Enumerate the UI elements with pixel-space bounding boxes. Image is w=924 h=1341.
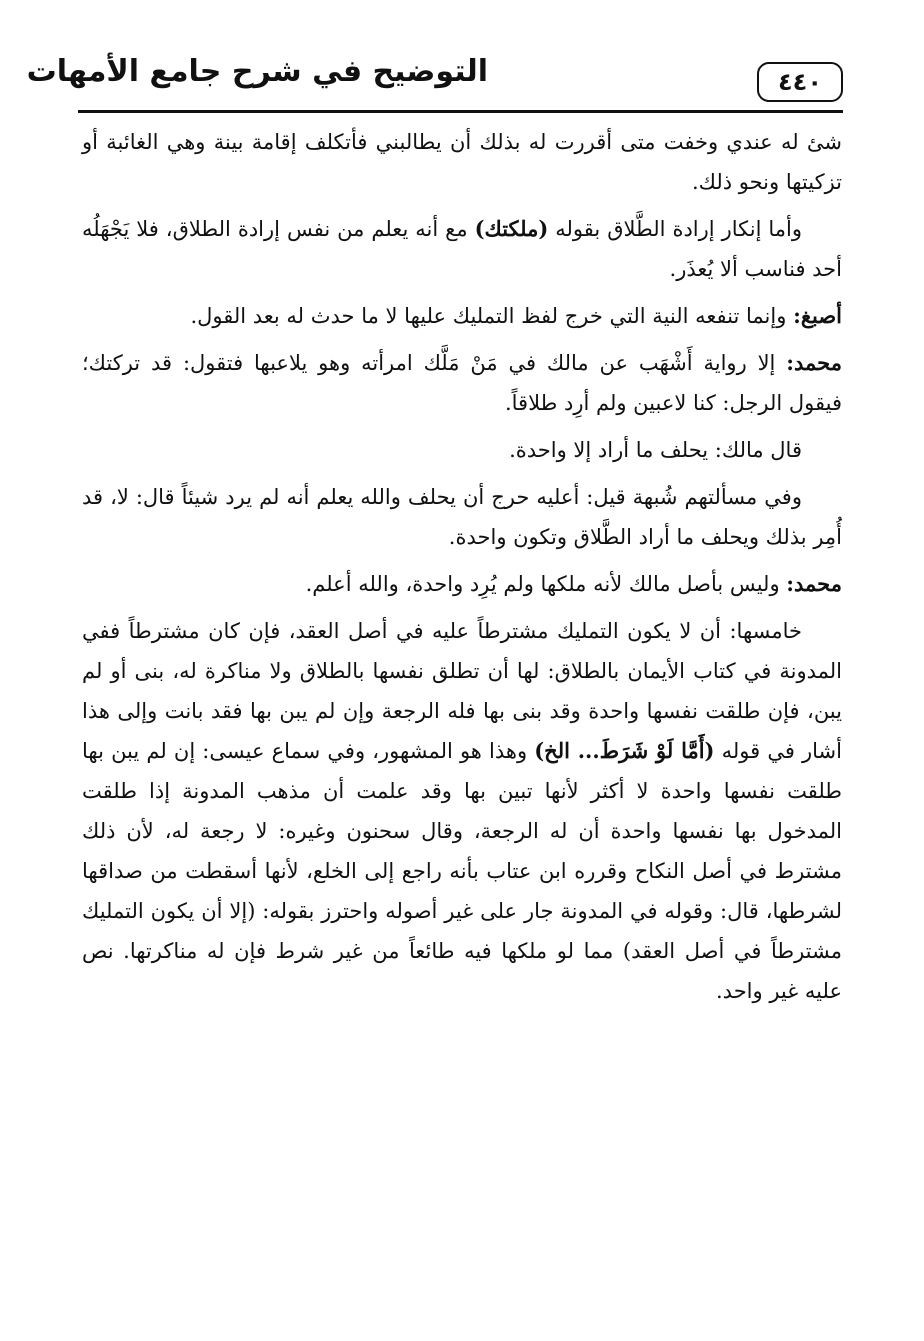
paragraph-1 [82,122,842,202]
paragraph-2-pre: وأما إنكار إرادة الطَّلاق بقوله [548,217,802,241]
paragraph-4-text: إلا رواية أَشْهَب عن مالك في مَنْ مَلَّك امرأته وهو يلاعبها فتقول: قد تركتك؛ فيقول الرجل: كنا لاعبين ولم أرِد طلاقاً. [82,351,842,415]
paragraph-3-text: وإنما تنفعه النية التي خرج لفظ التمليك عليها لا ما حدث له بعد القول. [190,304,794,328]
page-header [26,52,843,113]
paragraph-5 [82,430,842,470]
page-body [82,122,842,1018]
quoted-term: (ملكتك) [474,216,549,241]
speaker-label: أصبغ: [793,303,842,328]
quoted-term: (أَمَّا لَوْ شَرَطَ... الخ) [534,738,715,763]
paragraph-6-text: وفي مسألتهم شُبهة قيل: أعليه حرج أن يحلف والله يعلم أنه لم يرد شيئاً قال: لا، قد أُمِر بذلك ويحلف ما أراد الطَّلاق وتكون واحدة. [82,485,842,549]
paragraph-7-text: وليس بأصل مالك لأنه ملكها ولم يُرِد واحدة، والله أعلم. [305,572,787,596]
paragraph-8-post: وهذا هو المشهور، وفي سماع عيسى: إن لم يبن بها طلقت نفسها واحدة لا أكثر لأنها تبين بها وقد علمت أن مذهب المدونة إذا طلقت المدخول بها نفسها واحدة أن له الرجعة، وقال سحنون وغيره: لا رجعة له، لأن ذلك مشترط في أصل النكاح وقرره ابن عتاب بأنه راجع إلى الخلع، لأنها أسقطت من صداقها لشرطها، قال: وقوله في المدونة جار على غير أصوله واحترز بقوله: (إلا أن يكون التمليك مشترطاً في أصل العقد) مما لو ملكها فيه طائعاً من غير شرط فإن له مناكرتها. نص عليه غير واحد. [82,739,842,1003]
paragraph-1-text: شئ له عندي وخفت متى أقررت له بذلك أن يطالبني فأتكلف إقامة بينة وهي الغائبة أو تزكيتها ونحو ذلك. [82,130,842,194]
paragraph-7 [82,564,842,604]
page-number-box: ٤٤٠ [757,62,843,102]
paragraph-2 [82,209,842,289]
paragraph-8-pre: خامسها: أن لا يكون التمليك مشترطاً عليه في أصل العقد، فإن كان مشترطاً ففي المدونة في كتاب الأيمان بالطلاق: لها أن تطلق نفسها بالطلاق ولا مناكرة له، بنى أو لم يبن، فإن طلقت نفسها واحدة وقد بنى بها فله الرجعة وإن لم يبن بها فقد بانت وإلى هذا أشار في قوله [82,619,842,763]
paragraph-8 [82,611,842,1011]
paragraph-4 [82,343,842,423]
paragraph-3 [82,296,842,336]
paragraph-2-post: مع أنه يعلم من نفس إرادة الطلاق، فلا يَجْهَلُه أحد فناسب ألا يُعذَر. [82,217,842,281]
speaker-label: محمد: [786,350,842,375]
paragraph-5-text: قال مالك: يحلف ما أراد إلا واحدة. [509,438,802,462]
paragraph-6 [82,477,842,557]
speaker-label: محمد: [786,571,842,596]
book-title: التوضيح في شرح جامع الأمهات [26,54,488,89]
